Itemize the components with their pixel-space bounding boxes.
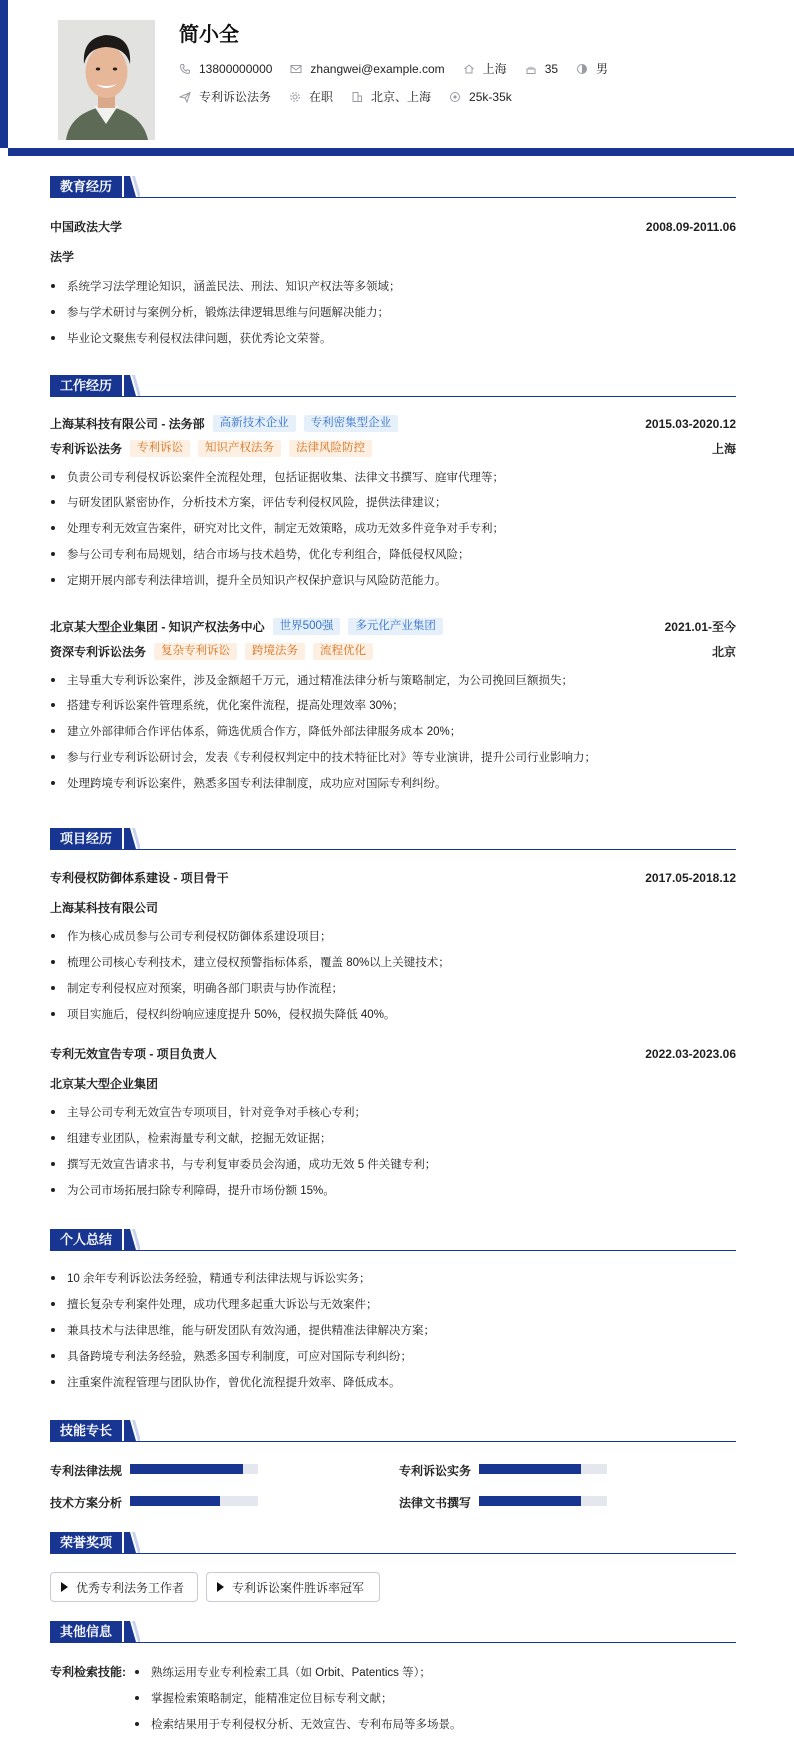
section-title: 技能专长 [50, 1420, 122, 1441]
list-item: 组建专业团队，检索海量专利文献，挖掘无效证据； [50, 1130, 332, 1146]
gender-item [576, 60, 608, 77]
section-title: 教育经历 [50, 176, 122, 197]
list-item: 处理跨境专利诉讼案件，熟悉多国专利法律制度，成功应对国际专利纠纷。 [50, 775, 447, 791]
list-item: 制定专利侵权应对预案，明确各部门职责与协作流程； [50, 980, 343, 996]
expected-city-item [351, 88, 431, 105]
skill-bar [479, 1464, 607, 1474]
education-section [50, 176, 736, 345]
award-chip [206, 1572, 380, 1602]
summary-section [50, 1229, 736, 1389]
expected-city-text: 北京、上海 [371, 90, 432, 104]
gender-icon [576, 63, 588, 75]
salary-item [449, 90, 512, 104]
project-org: 上海某科技有限公司 [50, 901, 159, 915]
status-item [289, 88, 333, 105]
phone-item [179, 62, 272, 76]
email-item [290, 62, 444, 76]
candidate-name: 简小全 [179, 24, 239, 46]
avatar-illustration [58, 20, 155, 140]
list-item: 为公司市场拓展扫除专利障碍，提升市场份额 15%。 [50, 1182, 335, 1198]
skill-name: 技术方案分析 [50, 1496, 123, 1510]
company-tag: 世界500强 [273, 618, 341, 635]
age-text: 35 [544, 61, 559, 76]
mail-icon [290, 63, 302, 75]
salary-text: 25k-35k [469, 89, 512, 104]
skill-bar [130, 1496, 258, 1506]
skill-bar [130, 1464, 258, 1474]
work-date: 2021.01-至今 [664, 620, 736, 634]
section-deco [124, 1229, 140, 1250]
list-item: 参与公司专利布局规划，结合市场与技术趋势，优化专利组合，降低侵权风险； [50, 546, 470, 562]
list-item: 项目实施后，侵权纠纷响应速度提升 50%，侵权损失降低 40%。 [50, 1006, 395, 1022]
role-tag: 专利诉讼 [130, 440, 190, 457]
left-strip [0, 148, 8, 1751]
section-title: 荣誉奖项 [50, 1532, 122, 1553]
list-item: 系统学习法学理论知识，涵盖民法、刑法、知识产权法等多领域； [50, 278, 401, 294]
intention-row [179, 88, 530, 105]
skill-fill [130, 1464, 243, 1474]
skill-name: 专利诉讼实务 [399, 1464, 472, 1478]
list-item: 负责公司专利侵权诉讼案件全流程处理，包括证据收集、法律文书撰写、庭审代理等； [50, 469, 504, 485]
role-tag: 复杂专利诉讼 [154, 643, 237, 660]
skill-bar [479, 1496, 607, 1506]
project-title: 专利无效宣告专项 - 项目负责人 [50, 1047, 217, 1061]
section-title: 其他信息 [50, 1621, 122, 1642]
company-tag: 专利密集型企业 [304, 415, 399, 432]
company-tag: 多元化产业集团 [348, 618, 443, 635]
phone-icon [179, 63, 191, 75]
gender-text: 男 [596, 62, 609, 76]
section-deco [124, 1420, 140, 1441]
section-title: 工作经历 [50, 375, 122, 396]
send-icon [179, 91, 191, 103]
work-role-row [50, 643, 736, 660]
list-item: 定期开展内部专利法律培训，提升全员知识产权保护意识与风险防范能力。 [50, 572, 447, 588]
role-name: 专利诉讼法务 [50, 442, 123, 456]
award-chip [50, 1572, 198, 1602]
play-icon [61, 1582, 68, 1592]
job-target-text: 专利诉讼法务 [199, 90, 272, 104]
contact-row [179, 60, 626, 77]
home-icon [463, 63, 475, 75]
project-date: 2017.05-2018.12 [645, 870, 736, 885]
skill-fill [479, 1496, 581, 1506]
work-company-row [50, 415, 736, 432]
section-title: 个人总结 [50, 1229, 122, 1250]
list-item: 擅长复杂专利案件处理，成功代理多起重大诉讼与无效案件； [50, 1296, 378, 1312]
list-item: 注重案件流程管理与团队协作，曾优化流程提升效率、降低成本。 [50, 1374, 401, 1390]
role-name: 资深专利诉讼法务 [50, 645, 147, 659]
list-item: 处理专利无效宣告案件，研究对比文件，制定无效策略，成功无效多件竞争对手专利； [50, 520, 504, 536]
role-tag: 跨境法务 [245, 643, 305, 660]
company-name: 北京某大型企业集团 - 知识产权法务中心 [50, 620, 265, 634]
company-name: 上海某科技有限公司 - 法务部 [50, 417, 205, 431]
school-name: 中国政法大学 [50, 220, 123, 234]
work-role-row [50, 440, 736, 457]
education-date: 2008.09-2011.06 [645, 219, 736, 234]
major-name: 法学 [50, 250, 75, 264]
list-item: 主导重大专利诉讼案件，涉及金额超千万元，通过精准法律分析与策略制定，为公司挽回巨额损失； [50, 672, 573, 688]
project-date: 2022.03-2023.06 [645, 1046, 736, 1061]
award-label: 优秀专利法务工作者 [76, 1580, 185, 1595]
list-item: 与研发团队紧密协作，分析技术方案，评估专利侵权风险，提供法律建议； [50, 494, 447, 510]
cake-icon [525, 63, 537, 75]
other-section [50, 1621, 736, 1731]
phone-text: 13800000000 [199, 61, 273, 76]
list-item: 参与学术研讨与案例分析，锻炼法律逻辑思维与问题解决能力； [50, 304, 389, 320]
section-deco [124, 176, 140, 197]
list-item: 熟练运用专业专利检索工具（如 Orbit、Patentics 等）； [134, 1664, 431, 1680]
awards-section [50, 1532, 736, 1595]
city-item [463, 60, 507, 77]
avatar-photo [58, 20, 155, 140]
role-tag: 法律风险防控 [289, 440, 372, 457]
skill-fill [130, 1496, 220, 1506]
list-item: 兼具技术与法律思维，能与研发团队有效沟通，提供精准法律解决方案； [50, 1322, 435, 1338]
section-deco [124, 828, 140, 849]
skills-section [50, 1420, 736, 1510]
email-text: zhangwei@example.com [310, 61, 445, 76]
section-deco [124, 1532, 140, 1553]
section-deco [124, 375, 140, 396]
coin-icon [449, 91, 461, 103]
building-icon [351, 91, 363, 103]
list-item: 检索结果用于专利侵权分析、无效宣告、专利布局等多场景。 [134, 1716, 462, 1732]
project-title: 专利侵权防御体系建设 - 项目骨干 [50, 871, 229, 885]
age-item [525, 62, 558, 76]
section-title: 项目经历 [50, 828, 122, 849]
list-item: 梳理公司核心专利技术，建立侵权预警指标体系，覆盖 80%以上关键技术； [50, 954, 450, 970]
list-item: 具备跨境专利法务经验，熟悉多国专利制度，可应对国际专利纠纷； [50, 1348, 412, 1364]
gear-icon [289, 91, 301, 103]
status-text: 在职 [309, 90, 334, 104]
role-tag: 知识产权法务 [198, 440, 281, 457]
section-deco [124, 1621, 140, 1642]
job-target-item [179, 88, 271, 105]
role-tag: 流程优化 [313, 643, 373, 660]
projects-section [50, 828, 736, 1197]
list-item: 参与行业专利诉讼研讨会，发表《专利侵权判定中的技术特征比对》等专业演讲，提升公司行业影响力； [50, 749, 596, 765]
work-city: 北京 [711, 645, 736, 659]
work-company-row [50, 618, 736, 635]
list-item: 10 余年专利诉讼法务经验，精通专利法律法规与诉讼实务； [50, 1270, 370, 1286]
city-text: 上海 [482, 62, 507, 76]
other-label: 专利检索技能: [50, 1665, 126, 1679]
project-org: 北京某大型企业集团 [50, 1077, 159, 1091]
play-icon [217, 1582, 224, 1592]
list-item: 搭建专利诉讼案件管理系统，优化案件流程，提高处理效率 30%； [50, 697, 404, 713]
work-date: 2015.03-2020.12 [645, 416, 736, 431]
list-item: 撰写无效宣告请求书，与专利复审委员会沟通，成功无效 5 件关键专利； [50, 1156, 436, 1172]
award-label: 专利诉讼案件胜诉率冠军 [232, 1580, 365, 1595]
skill-name: 法律文书撰写 [399, 1496, 472, 1510]
company-tag: 高新技术企业 [213, 415, 296, 432]
work-city: 上海 [711, 442, 736, 456]
list-item: 掌握检索策略制定，能精准定位目标专利文献； [134, 1690, 393, 1706]
list-item: 主导公司专利无效宣告专项项目，针对竞争对手核心专利； [50, 1104, 366, 1120]
skill-fill [479, 1464, 581, 1474]
list-item: 建立外部律师合作评估体系，筛选优质合作方，降低外部法律服务成本 20%； [50, 723, 461, 739]
work-section [50, 375, 736, 790]
list-item: 毕业论文聚焦专利侵权法律问题，获优秀论文荣誉。 [50, 330, 332, 346]
list-item: 作为核心成员参与公司专利侵权防御体系建设项目； [50, 928, 332, 944]
skill-name: 专利法律法规 [50, 1464, 123, 1478]
